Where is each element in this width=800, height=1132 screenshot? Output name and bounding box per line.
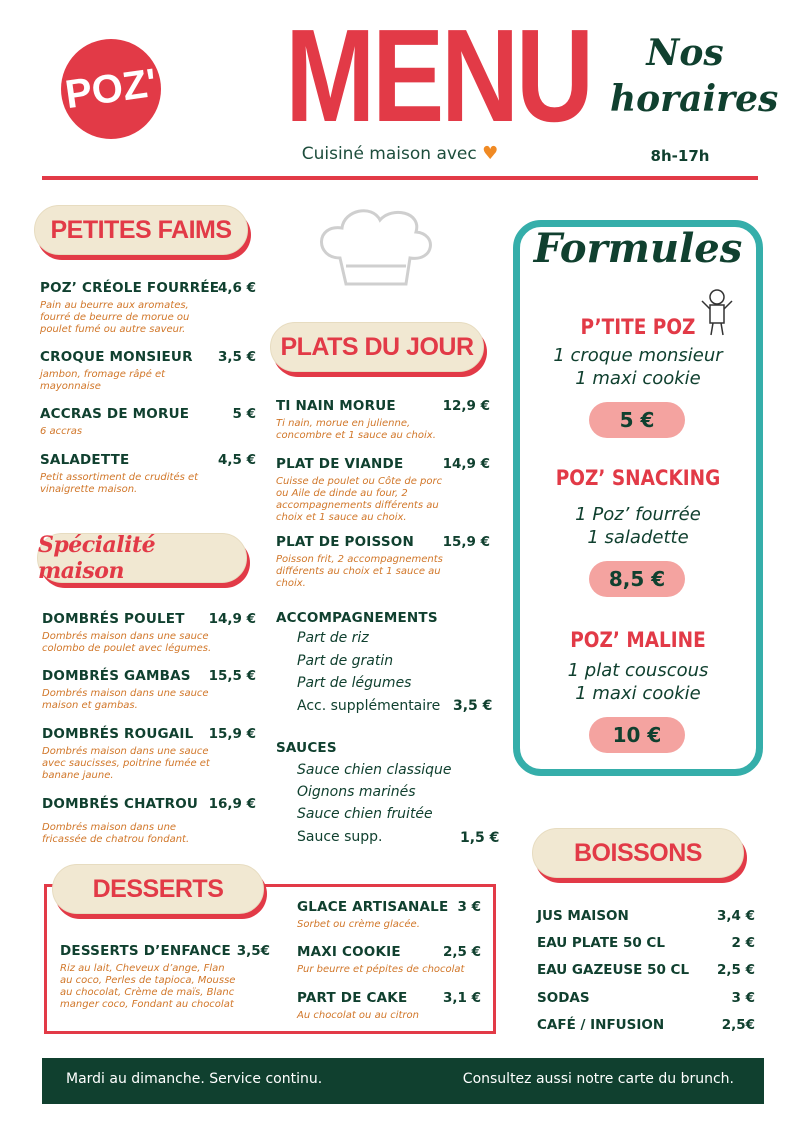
drink-row: EAU PLATE 50 CL 2 €	[537, 935, 755, 951]
drink-row: SODAS 3 €	[537, 990, 755, 1006]
side-item: Part de gratin	[297, 653, 394, 669]
chef-hat-icon	[310, 206, 440, 294]
menu-item: GLACE ARTISANALE 3 € Sorbet ou crème glacée.	[297, 899, 481, 930]
section-header-plats-du-jour: PLATS DU JOUR	[270, 322, 484, 372]
sauce-item: Oignons marinés	[297, 784, 416, 800]
formule-line: 1 plat couscous	[567, 660, 709, 681]
side-extra-price: 3,5 €	[453, 698, 493, 714]
footer-brunch-note: Consultez aussi notre carte du brunch.	[462, 1071, 734, 1087]
formule-line: 1 Poz’ fourrée	[575, 504, 701, 525]
menu-item: DOMBRÉS GAMBAS 15,5 € Dombrés maison dans une sauce maison et gambas.	[42, 668, 256, 711]
footer-schedule: Mardi au dimanche. Service continu.	[66, 1071, 323, 1087]
menu-item: POZ’ CRÉOLE FOURRÉE 4,6 € Pain au beurre aux aromates, fourré de beurre de morue ou poulet fumé ou autre saveur.	[40, 280, 256, 335]
hours-title: Nos horaires	[610, 32, 779, 120]
drink-row: EAU GAZEUSE 50 CL 2,5 €	[537, 962, 755, 978]
header-divider	[42, 176, 758, 180]
svg-text:POZ': POZ'	[62, 60, 160, 118]
tagline: Cuisiné maison avec ♥	[301, 143, 499, 164]
page-title: MENU	[285, 2, 591, 149]
menu-item: DOMBRÉS CHATROU 16,9 € Dombrés maison dans une fricassée de chatrou fondant.	[42, 796, 256, 845]
formules-title: Formules	[533, 225, 743, 272]
heart-icon: ♥	[482, 143, 499, 164]
formule-line: 1 saladette	[587, 527, 689, 548]
sauce-item: Sauce chien classique	[297, 762, 452, 778]
formule-price: 10 €	[589, 717, 685, 753]
menu-item: DESSERTS D’ENFANCE 3,5€ Riz au lait, Cheveux d’ange, Flan au coco, Perles de tapioca, Mousse au chocolat, Crème de maïs, Blanc manger coco, Fondant au chocolat	[60, 943, 270, 1010]
formule-line: 1 croque monsieur	[553, 345, 723, 366]
menu-item: DOMBRÉS POULET 14,9 € Dombrés maison dans une sauce colombo de poulet avec légumes.	[42, 611, 256, 654]
menu-item: DOMBRÉS ROUGAIL 15,9 € Dombrés maison dans une sauce avec saucisses, poitrine fumée et banane jaune.	[42, 726, 256, 781]
formule-name: P’TITE POZ	[580, 315, 696, 339]
section-header-specialite: Spécialité maison	[37, 533, 247, 583]
menu-item: SALADETTE 4,5 € Petit assortiment de crudités et vinaigrette maison.	[40, 452, 256, 495]
formule-name: POZ’ MALINE	[570, 628, 706, 652]
formule-price: 8,5 €	[589, 561, 685, 597]
sauce-item: Sauce chien fruitée	[297, 806, 433, 822]
menu-item: TI NAIN MORUE 12,9 € Ti nain, morue en julienne, concombre et 1 sauce au choix.	[276, 398, 490, 441]
formule-line: 1 maxi cookie	[575, 683, 701, 704]
section-header-desserts: DESSERTS	[52, 864, 264, 914]
menu-item: CROQUE MONSIEUR 3,5 € jambon, fromage râpé et mayonnaise	[40, 349, 256, 392]
sauce-extra-label: Sauce supp.	[297, 829, 383, 845]
menu-item: PLAT DE POISSON 15,9 € Poisson frit, 2 accompagnements différents au choix et 1 sauce au choix.	[276, 534, 490, 589]
sauce-extra-price: 1,5 €	[460, 830, 500, 846]
section-header-petites-faims: PETITES FAIMS	[34, 205, 248, 255]
formule-line: 1 maxi cookie	[575, 368, 701, 389]
brand-logo	[58, 36, 164, 142]
formule-name: POZ’ SNACKING	[555, 466, 721, 490]
sauces-heading: SAUCES	[276, 740, 337, 756]
menu-item: MAXI COOKIE 2,5 € Pur beurre et pépites de chocolat	[297, 944, 481, 975]
side-item: Part de riz	[297, 630, 369, 646]
drink-row: CAFÉ / INFUSION 2,5€	[537, 1017, 755, 1033]
section-header-boissons: BOISSONS	[532, 828, 744, 878]
menu-item: PLAT DE VIANDE 14,9 € Cuisse de poulet ou Côte de porc ou Aile de dinde au four, 2 accompagnements différents au choix et 1 sauce au choix.	[276, 456, 490, 523]
formule-price: 5 €	[589, 402, 685, 438]
accompagnements-heading: ACCOMPAGNEMENTS	[276, 610, 438, 626]
side-extra-label: Acc. supplémentaire	[297, 698, 441, 714]
menu-item: ACCRAS DE MORUE 5 € 6 accras	[40, 406, 256, 437]
opening-hours: 8h-17h	[650, 147, 710, 165]
drink-row: JUS MAISON 3,4 €	[537, 908, 755, 924]
side-item: Part de légumes	[297, 675, 412, 691]
menu-item: PART DE CAKE 3,1 € Au chocolat ou au citron	[297, 990, 481, 1021]
footer-bar	[42, 1058, 764, 1104]
